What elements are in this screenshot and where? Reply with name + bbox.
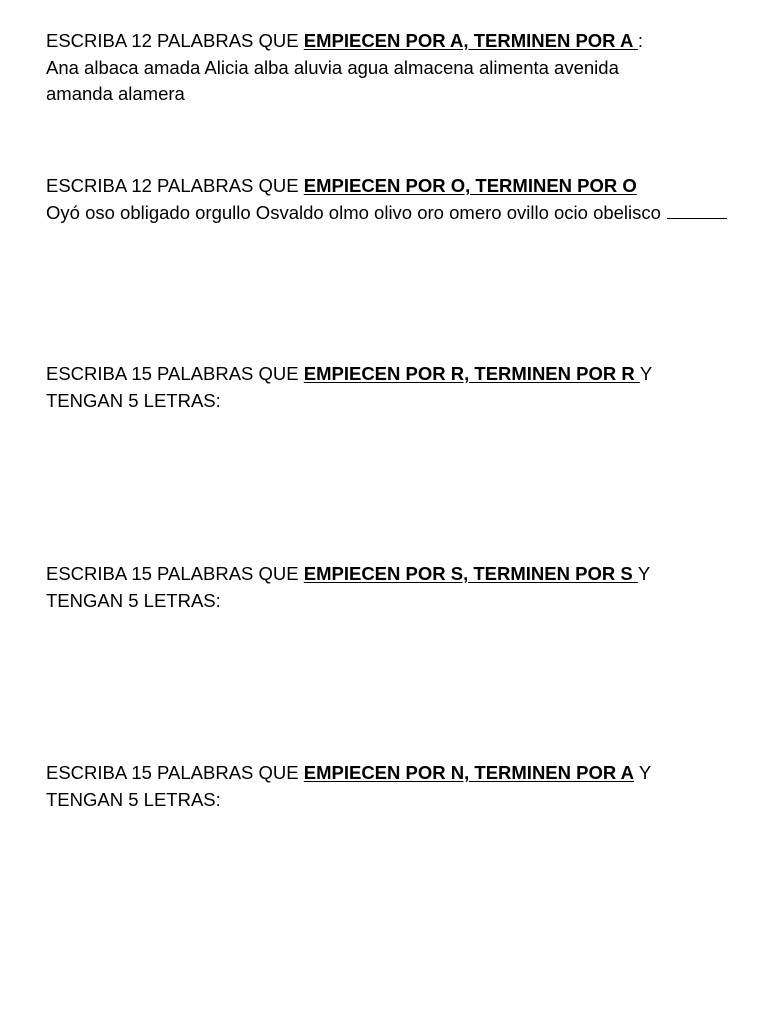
answer-line: amanda alamera — [46, 83, 185, 104]
exercise-n-instruction — [46, 760, 768, 787]
answer-line — [46, 200, 768, 227]
instruction-emphasis: EMPIECEN POR S, TERMINEN POR S — [303, 563, 638, 584]
exercise-a-instruction — [46, 28, 768, 55]
answer-blank-line — [667, 200, 727, 219]
instruction-suffix: Y — [637, 563, 651, 584]
exercise-o-instruction — [46, 173, 768, 200]
instruction-prefix: ESCRIBA 12 PALABRAS QUE — [46, 30, 304, 51]
instruction-suffix: Y — [639, 363, 653, 384]
instruction-emphasis: EMPIECEN POR O, TERMINEN POR O — [303, 175, 637, 196]
instruction-suffix: Y — [634, 762, 652, 783]
instruction-suffix: : — [637, 30, 643, 51]
exercise-r-instruction — [46, 361, 768, 388]
answer-text: Oyó oso obligado orgullo Osvaldo olmo olivo oro omero ovillo ocio obelisco — [46, 201, 661, 223]
instruction-emphasis: EMPIECEN POR R, TERMINEN POR R — [303, 363, 640, 384]
exercise-n — [46, 760, 768, 813]
exercise-a — [46, 28, 768, 108]
instruction-emphasis: EMPIECEN POR A, TERMINEN POR A — [303, 30, 638, 51]
instruction-prefix: ESCRIBA 15 PALABRAS QUE — [46, 363, 304, 384]
instruction-continuation: TENGAN 5 LETRAS: — [46, 389, 221, 411]
instruction-continuation: TENGAN 5 LETRAS: — [46, 788, 221, 810]
answer-line: Ana albaca amada Alicia alba aluvia agua almacena alimenta avenida — [46, 56, 619, 78]
instruction-prefix: ESCRIBA 15 PALABRAS QUE — [46, 762, 304, 783]
exercise-s — [46, 561, 768, 614]
exercise-o — [46, 173, 768, 226]
instruction-prefix: ESCRIBA 15 PALABRAS QUE — [46, 563, 304, 584]
instruction-emphasis: EMPIECEN POR N, TERMINEN POR A — [303, 762, 635, 783]
instruction-continuation: TENGAN 5 LETRAS: — [46, 589, 221, 611]
exercise-r — [46, 361, 768, 414]
exercise-s-instruction — [46, 561, 768, 588]
instruction-prefix: ESCRIBA 12 PALABRAS QUE — [46, 175, 304, 196]
